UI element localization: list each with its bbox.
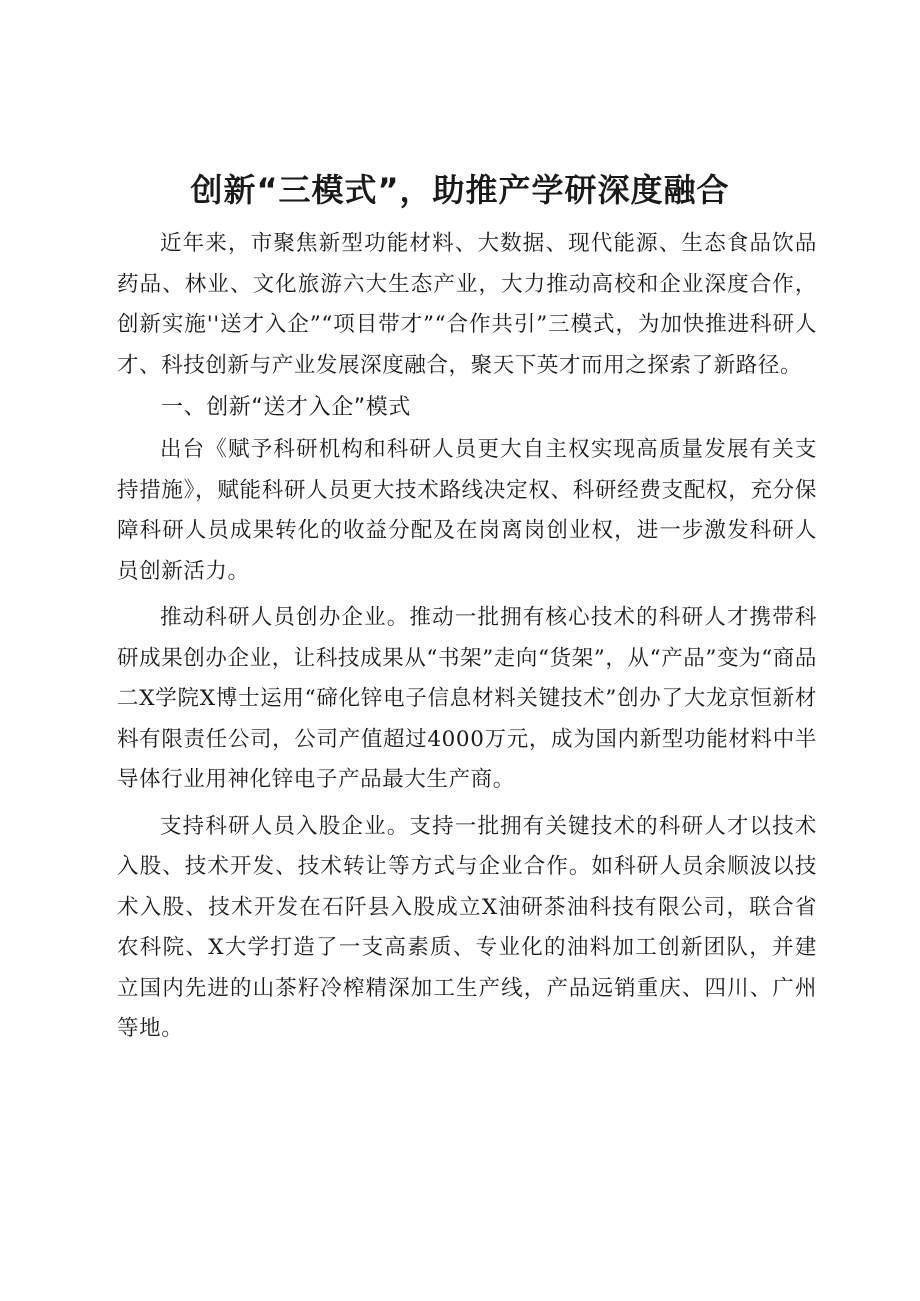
section-paragraph-3: 支持科研人员入股企业。支持一批拥有关键技术的科研人才以技术入股、技术开发、技术转让等方式与企业合作。如科研人员余顺波以技术入股、技术开发在石阡县入股成立X油研茶油科技有限公司，联合省农科院、X大学打造了一支高素质、专业化的油料加工创新团队，并建立国内先进的山茶籽冷榨精深加工生产线，产品远销重庆、四川、广州等地。 [117, 813, 817, 1041]
document-body [117, 224, 817, 1050]
section-paragraph-1: 出台《赋予科研机构和科研人员更大自主权实现高质量发展有关支持措施》，赋能科研人员更大技术路线决定权、科研经费支配权，充分保障科研人员成果转化的收益分配及在岗离岗创业权，进一步激发科研人员创新活力。 [117, 437, 817, 584]
section-heading: 一、创新“送才入企”模式 [161, 395, 411, 420]
section-paragraph-2: 推动科研人员创办企业。推动一批拥有核心技术的科研人才携带科研成果创办企业，让科技成果从“书架”走向“货架”，从“产品”变为“商品二X学院X博士运用“碲化锌电子信息材料关键技术”创办了大龙京恒新材料有限责任公司，公司产值超过4000万元，成为国内新型功能材料中半导体行业用神化锌电子产品最大生产商。 [117, 605, 817, 792]
document-title: 创新“三模式”，助推产学研深度融合 [190, 171, 730, 209]
intro-paragraph: 近年来，市聚焦新型功能材料、大数据、现代能源、生态食品饮品药品、林业、文化旅游六大生态产业，大力推动高校和企业深度合作，创新实施''送才入企”“项目带才”“合作共引”三模式，为加快推进科研人才、科技创新与产业发展深度融合，聚天下英才而用之探索了新路径。 [117, 231, 817, 378]
